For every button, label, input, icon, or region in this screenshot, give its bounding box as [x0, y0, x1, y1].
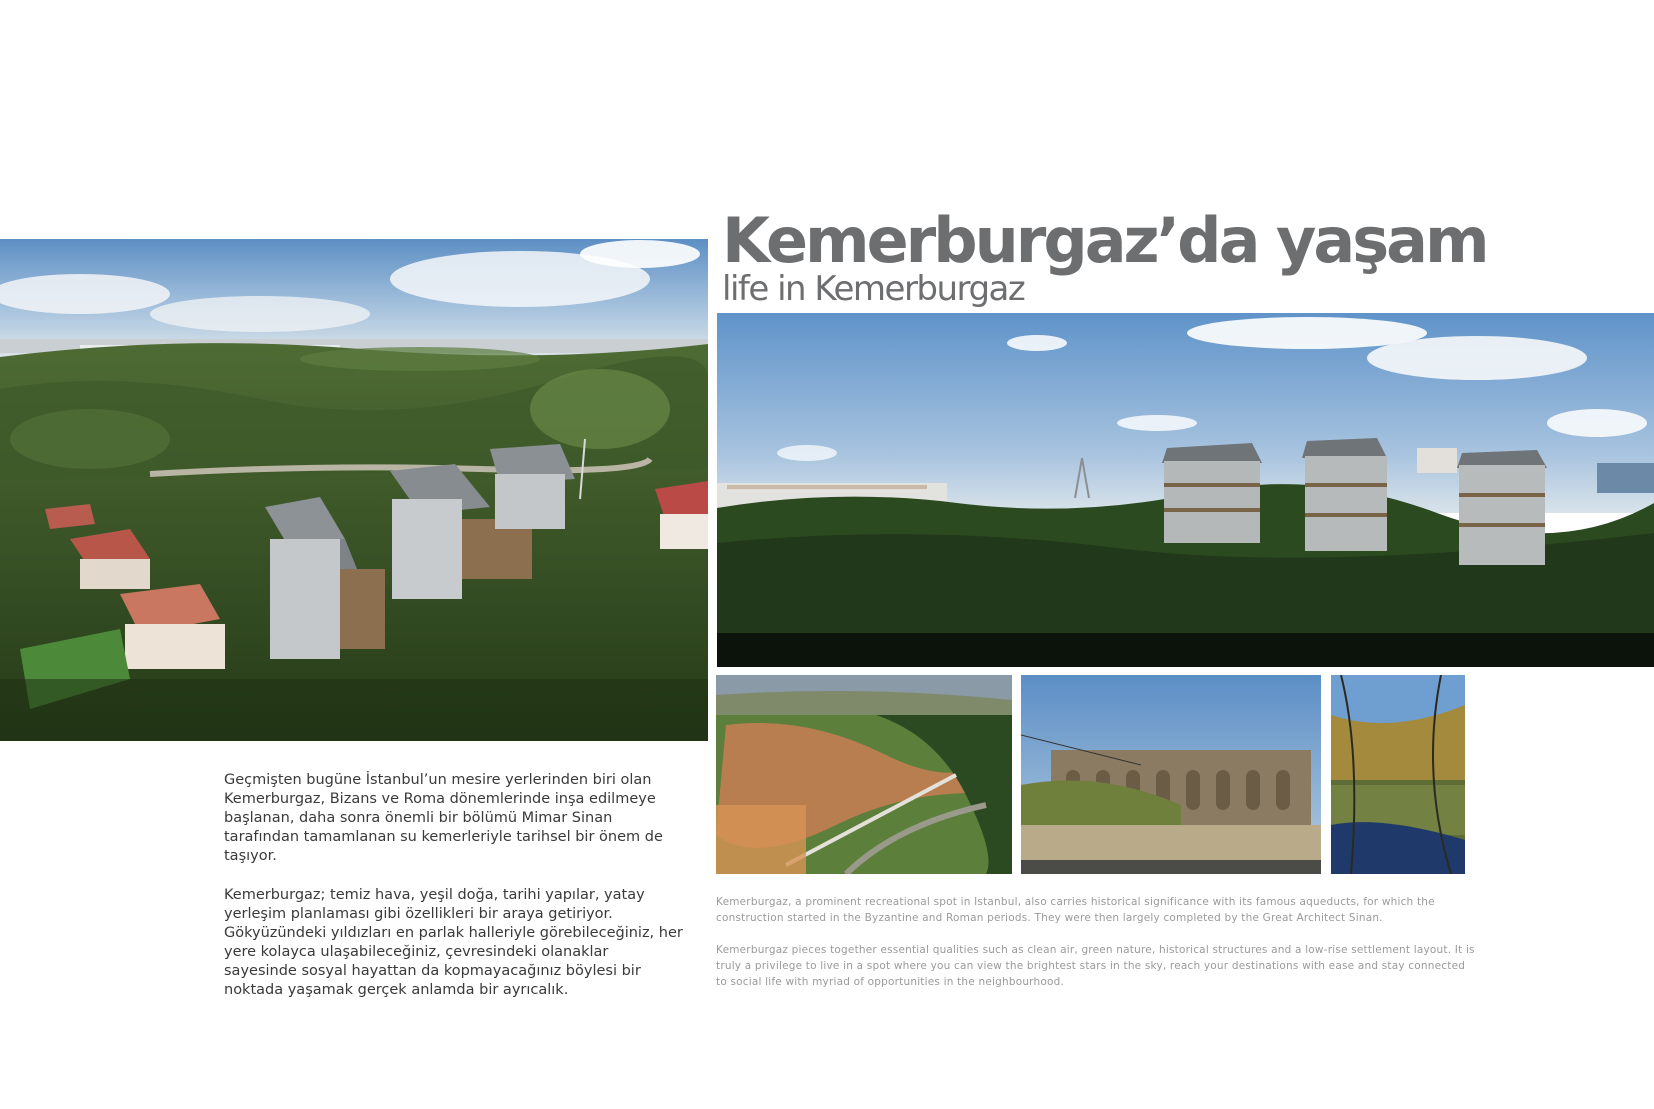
lake-photo	[1331, 675, 1465, 874]
panorama-photo	[717, 313, 1654, 667]
english-paragraph: Kemerburgaz pieces together essential qualities such as clean air, green nature, historical structures and a low-rise settlement layout. It is truly a privilege to live in a spot where you can view the brightest stars in the sky, reach your destinations with ease and stay connected to social life with myriad of opportunities in the neighbourhood.	[716, 944, 1475, 988]
aqueduct-photo	[1021, 675, 1321, 874]
aerial-valley-photo	[716, 675, 1012, 874]
page-title: Kemerburgaz’da yaşam	[722, 204, 1487, 277]
page-subtitle: life in Kemerburgaz	[722, 269, 1025, 309]
turkish-paragraph: Geçmişten bugüne İstanbul’un mesire yerlerinden biri olan Kemerburgaz, Bizans ve Roma dönemlerinde inşa edilmeye başlanan, daha sonra önemli bir bölümü Mimar Sinan tarafından tamamlanan su kemerleriyle tarihsel bir önem de taşıyor.	[224, 772, 663, 864]
turkish-paragraph: Kemerburgaz; temiz hava, yeşil doğa, tarihi yapılar, yatay yerleşim planlaması gibi özellikleri bir araya getiriyor. Gökyüzündeki yıldızları en parlak halleriyle görebileceğiniz, her yere kolayca ulaşabileceğiniz, çevresindeki olanaklar sayesinde sosyal hayattan da kopmayacağınız böylesi bir noktada yaşamak gerçek anlamda bir ayrıcalık.	[224, 887, 683, 998]
aerial-photo	[0, 239, 708, 741]
english-paragraph: Kemerburgaz, a prominent recreational spot in Istanbul, also carries historical significance with its famous aqueducts, for which the construction started in the Byzantine and Roman periods. They were then largely completed by the Great Architect Sinan.	[716, 896, 1435, 924]
